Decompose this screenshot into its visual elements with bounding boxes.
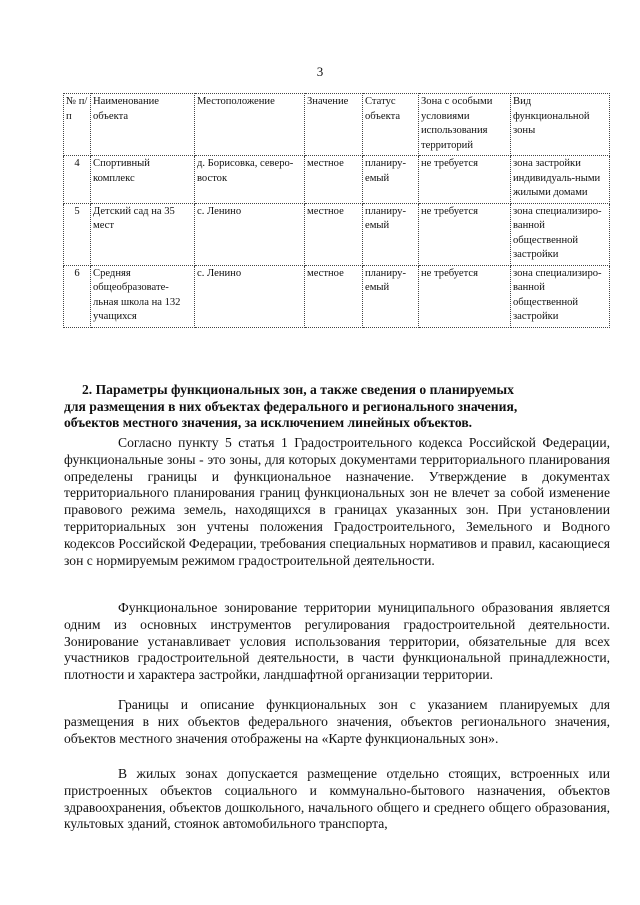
table-row [64, 156, 610, 204]
cell-object-name: Средняя общеобразовате-льная школа на 132 учащихся [91, 265, 195, 327]
cell-status: планиру-емый [363, 265, 419, 327]
cell-number: 5 [64, 203, 91, 265]
cell-status: планиру-емый [363, 156, 419, 204]
cell-significance: местное [305, 203, 363, 265]
header-number: № п/п [64, 94, 91, 156]
cell-number: 6 [64, 265, 91, 327]
section-heading [64, 382, 612, 432]
header-location: Местоположение [195, 94, 305, 156]
planned-objects-table [63, 93, 610, 328]
section-heading-line: объектов местного значения, за исключением линейных объектов. [64, 415, 473, 430]
cell-special-zone: не требуется [419, 265, 511, 327]
cell-zone-type: зона специализиро-ванной общественной застройки [511, 203, 610, 265]
header-special-zone: Зона с особыми условиями использования территорий [419, 94, 511, 156]
table-row [64, 203, 610, 265]
header-zone-type: Вид функциональной зоны [511, 94, 610, 156]
body-paragraph: В жилых зонах допускается размещение отдельно стоящих, встроенных или пристроенных объектов социального и коммунально-бытового назначения, объектов здравоохранения, объектов дошкольного, начального общего и среднего общего образования, культовых зданий, стоянок автомобильного транспорта, [64, 766, 610, 832]
cell-significance: местное [305, 156, 363, 204]
section-heading-line: 2. Параметры функциональных зон, а также сведения о планируемых [82, 382, 514, 397]
cell-location: с. Ленино [195, 203, 305, 265]
cell-status: планиру-емый [363, 203, 419, 265]
cell-zone-type: зона застройки индивидуаль-ными жилыми домами [511, 156, 610, 204]
header-significance: Значение [305, 94, 363, 156]
section-heading-line: для размещения в них объектах федерального и регионального значения, [64, 398, 518, 414]
table-row [64, 265, 610, 327]
page-number: 3 [316, 64, 324, 79]
table-header-row [64, 94, 610, 156]
header-object-name: Наименование объекта [91, 94, 195, 156]
cell-object-name: Детский сад на 35 мест [91, 203, 195, 265]
cell-number: 4 [64, 156, 91, 204]
cell-location: с. Ленино [195, 265, 305, 327]
header-status: Статус объекта [363, 94, 419, 156]
body-paragraph: Функциональное зонирование территории муниципального образования является одним из основных инструментов регулирования градостроительной деятельности. Зонирование устанавливает условия использования территории, обязательные для всех участников градостроительной деятельности, в части функциональной принадлежности, плотности и характера застройки, ландшафтной организации территории. [64, 600, 610, 683]
cell-special-zone: не требуется [419, 156, 511, 204]
cell-location: д. Борисовка, северо-восток [195, 156, 305, 204]
body-paragraph: Согласно пункту 5 статья 1 Градостроительного кодекса Российской Федерации, функциональные зоны - это зоны, для которых документами территориального планирования определены границы и функциональное назначение. Утверждение в документах территориального планирования границ функциональных зон не влечет за собой изменение правового режима земель, находящихся в границах указанных зон. При установлении территориальных зон учтены положения Градостроительного, Земельного и Водного кодексов Российской Федерации, требования специальных нормативов и правил, касающиеся зон с нормируемым режимом градостроительной деятельности. [64, 435, 610, 568]
cell-object-name: Спортивный комплекс [91, 156, 195, 204]
cell-special-zone: не требуется [419, 203, 511, 265]
cell-zone-type: зона специализиро-ванной общественной застройки [511, 265, 610, 327]
body-paragraph: Границы и описание функциональных зон с указанием планируемых для размещения в них объектов федерального значения, объектов регионального значения, объектов местного значения отображены на «Карте функциональных зон». [64, 697, 610, 746]
cell-significance: местное [305, 265, 363, 327]
